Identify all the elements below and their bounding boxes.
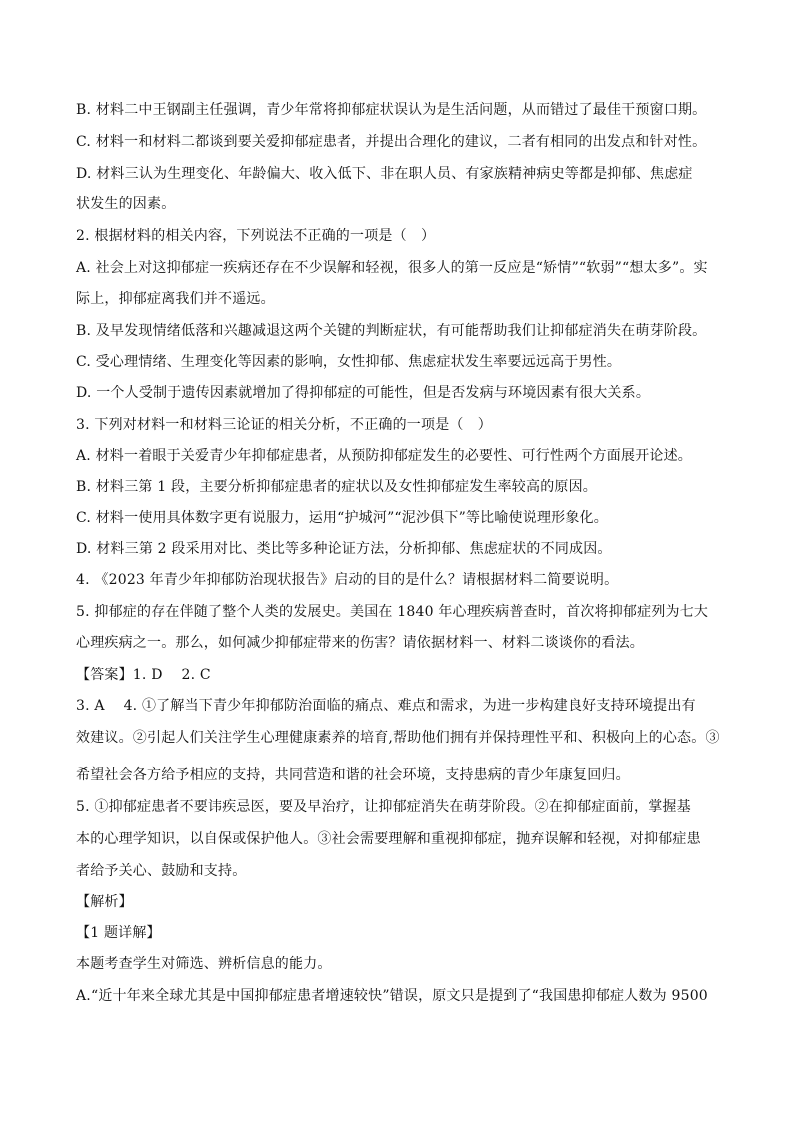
answer-5-continuation-2: 者给予关心、鼓励和支持。	[76, 863, 247, 879]
option-d-line: D. 材料三认为生理变化、年龄偏大、收入低下、非在职人员、有家族精神病史等都是抑郁、焦虑症	[76, 166, 693, 182]
q3-option-c: C. 材料一使用具体数字更有说服力，运用“护城河”“泥沙俱下”等比喻使说理形象化。	[76, 510, 608, 526]
question-4: 4. 《2023 年青少年抑郁防治现状报告》启动的目的是什么？请根据材料二简要说明。	[76, 572, 619, 588]
q3-option-b: B. 材料三第 1 段，主要分析抑郁症患者的症状以及女性抑郁症发生率较高的原因。	[76, 479, 597, 495]
q3-option-a: A. 材料一着眼于关爱青少年抑郁症患者，从预防抑郁症发生的必要性、可行性两个方面展开论述。	[76, 448, 693, 464]
q2-option-a-line: A. 社会上对这抑郁症一疾病还存在不少误解和轻视，很多人的第一反应是“矫情”“软弱”“想太多”。实	[76, 260, 708, 276]
q2-option-d: D. 一个人受制于遗传因素就增加了得抑郁症的可能性，但是否发病与环境因素有很大关系。	[76, 385, 651, 401]
question-2: 2. 根据材料的相关内容，下列说法不正确的一项是（ ）	[76, 228, 436, 244]
answer-4-continuation-1: 效建议。②引起人们关注学生心理健康素养的培育,帮助他们拥有并保持理性平和、积极向上的心态。③	[76, 730, 720, 746]
answer-3-4-line: 3. A 4. ①了解当下青少年抑郁防治面临的痛点、难点和需求，为进一步构建良好支持环境提出有	[76, 698, 696, 714]
question-5-continuation: 心理疾病之一。那么，如何减少抑郁症带来的伤害？请依据材料一、材料二谈谈你的看法。	[76, 635, 644, 651]
analysis-header: 【解析】	[76, 894, 133, 910]
question-3: 3. 下列对材料一和材料三论证的相关分析，不正确的一项是（ ）	[76, 417, 493, 433]
question-1-detail-header: 【1 题详解】	[76, 925, 161, 941]
analysis-intro: 本题考查学生对筛选、辨析信息的能力。	[76, 956, 332, 972]
option-d-continuation: 状发生的因素。	[76, 196, 176, 212]
answer-5-line: 5. ①抑郁症患者不要讳疾忌医，要及早治疗，让抑郁症消失在萌芽阶段。②在抑郁症面前，掌握基	[76, 799, 691, 815]
question-5-line: 5. 抑郁症的存在伴随了整个人类的发展史。美国在 1840 年心理疾病普查时，首次将抑郁症列为七大	[76, 604, 709, 620]
answer-header: 【答案】1. D 2. C	[76, 667, 211, 683]
answer-5-continuation-1: 本的心理学知识，以自保或保护他人。③社会需要理解和重视抑郁症，抛弃误解和轻视，对抑郁症患	[76, 831, 701, 847]
q2-option-c: C. 受心理情绪、生理变化等因素的影响，女性抑郁、焦虑症状发生率要远远高于男性。	[76, 354, 622, 370]
q2-option-b: B. 及早发现情绪低落和兴趣减退这两个关键的判断症状，有可能帮助我们让抑郁症消失在萌芽阶段。	[76, 323, 707, 339]
option-c-line: C. 材料一和材料二都谈到要关爱抑郁症患者，并提出合理化的建议，二者有相同的出发点和针对性。	[76, 134, 707, 150]
option-b-line: B. 材料二中王钢副主任强调，青少年常将抑郁症状误认为是生活问题，从而错过了最佳干预窗口期。	[76, 102, 707, 118]
analysis-option-a: A.“近十年来全球尤其是中国抑郁症患者增速较快”错误，原文只是提到了“我国患抑郁症人数为 9500	[76, 988, 708, 1004]
answer-4-continuation-2: 希望社会各方给予相应的支持，共同营造和谐的社会环境，支持患病的青少年康复回归。	[76, 767, 630, 783]
q3-option-d: D. 材料三第 2 段采用对比、类比等多种论证方法，分析抑郁、焦虑症状的不同成因。	[76, 541, 612, 557]
q2-option-a-continuation: 际上，抑郁症离我们并不遥远。	[76, 291, 275, 307]
